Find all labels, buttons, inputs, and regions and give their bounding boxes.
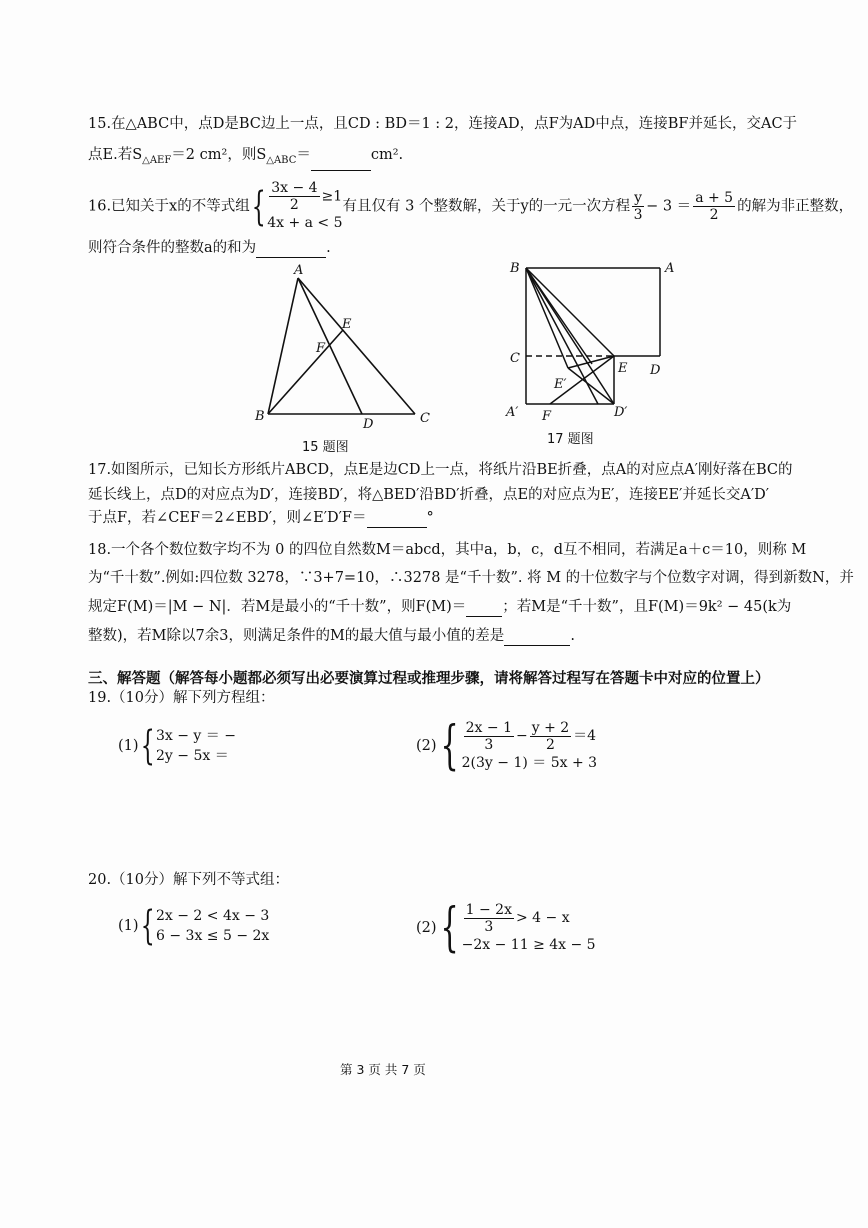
q15-text-c: ＝ — [296, 147, 311, 163]
q20-title: 20.（10分）解下列不等式组： — [88, 872, 290, 888]
q16-line2-end: . — [326, 240, 331, 256]
fig17-label-f: F — [542, 409, 552, 424]
fig15-label-a: A — [294, 263, 304, 278]
q16-ineq1-rest: ≥1 — [321, 188, 343, 205]
q20-p2-f-num: 1 − 2x — [465, 901, 512, 918]
q18-line3 — [88, 597, 791, 617]
q20-p1-system — [156, 906, 269, 946]
fig15-label-e: E — [342, 317, 352, 332]
q20-p2-label: (2) — [416, 920, 437, 936]
fig17-label-e: E — [618, 361, 628, 376]
q19-p1-eq2: 2y − 5x ＝ — [156, 748, 229, 764]
q16-eq-mid: − 3 ＝ — [646, 198, 692, 215]
q18-answer-blank-1[interactable] — [466, 616, 502, 617]
q20-p2-system — [462, 901, 596, 955]
q16-brace: { — [251, 183, 266, 230]
q16-line2 — [88, 238, 331, 258]
q17-line3 — [88, 508, 434, 528]
q19-p1-label: (1) — [118, 738, 139, 754]
figure-15 — [250, 262, 435, 432]
q16-frac-num: 3x − 4 — [271, 180, 318, 196]
q20-p1-eq2: 6 − 3x ≤ 5 − 2x — [156, 928, 270, 944]
q18-line3a: 规定F(M)＝|M − N|．若M是最小的“千十数”，则F(M)＝ — [88, 599, 467, 615]
q16-eq-frac1-den: 3 — [633, 207, 643, 223]
q15-text-b: ＝2 cm²，则S — [171, 147, 267, 163]
q18-answer-blank-2[interactable] — [504, 645, 570, 646]
fig17-label-c: C — [510, 351, 520, 366]
page-footer: 第 3 页 共 7 页 — [340, 1062, 426, 1077]
section-3-heading: 三、解答题（解答每小题都必须写出必要演算过程或推理步骤，请将解答过程写在答题卡中对应的位置上） — [88, 671, 770, 687]
q20-p2-eq1-rest: > 4 − x — [515, 910, 570, 926]
q19-title: 19.（10分）解下列方程组： — [88, 690, 275, 706]
q15-sub-aef: △AEF — [142, 154, 172, 166]
q15-sub-abc: △ABC — [266, 154, 297, 166]
q19-p2-f1-num: 2x − 1 — [465, 719, 512, 736]
q15-line1: 15.在△ABC中，点D是BC边上一点，且CD : BD＝1 : 2，连接AD，点F为AD中点，连接BF并延长，交AC于 — [88, 116, 798, 132]
q18-line4b: . — [570, 628, 575, 644]
q20-p2-brace: { — [439, 898, 459, 958]
q19-p1-brace: { — [140, 723, 155, 769]
q16-suffix: 的解为非正整数， — [737, 198, 854, 215]
q16-ineq2: 4x + a < 5 — [267, 215, 343, 231]
q19-p2-eq1-rest: ＝4 — [573, 728, 597, 744]
q15-answer-blank[interactable] — [311, 170, 371, 171]
q16-line1 — [88, 180, 853, 233]
q20-p2-f-den: 3 — [484, 918, 494, 935]
q15-line2 — [88, 145, 403, 171]
fig15-caption: 15 题图 — [302, 440, 349, 455]
fig17-label-a1: A′ — [506, 405, 519, 420]
q18-line2: 为“千十数”.例如:四位数 3278，∵3+7=10，∴3278 是“千十数”. 将 M 的十位数字与个位数字对调，得到新数N，并 — [88, 570, 854, 586]
fig15-label-d: D — [363, 417, 374, 432]
q19-p2-eq2: 2(3y − 1) ＝ 5x + 3 — [461, 755, 598, 771]
q19-p2-f2-den: 2 — [545, 736, 555, 753]
q18-line1: 18.一个各个数位数字均不为 0 的四位自然数M＝abcd，其中a，b，c，d互不相同，若满足a＋c＝10，则称 M — [88, 542, 807, 558]
q17-answer-blank[interactable] — [367, 527, 427, 528]
q16-mid: 有且仅有 3 个整数解，关于y的一元一次方程 — [342, 198, 631, 215]
q19-p2-brace: { — [439, 716, 459, 776]
q16-eq-frac2-num: a + 5 — [695, 190, 734, 206]
fig17-label-d1: D′ — [614, 405, 628, 420]
q16-system — [267, 180, 342, 233]
q20-p1-label: (1) — [118, 918, 139, 934]
fig17-label-d: D — [650, 363, 661, 378]
q20-p2-eq2: −2x − 11 ≥ 4x − 5 — [461, 937, 596, 953]
q19-p2-f1-den: 3 — [484, 736, 494, 753]
fig17-label-a: A — [665, 261, 675, 276]
fig17-label-b: B — [510, 261, 520, 276]
q16-eq-frac2-den: 2 — [709, 207, 719, 223]
q16-prefix: 16.已知关于x的不等式组 — [88, 198, 250, 215]
q18-line3b: ；若M是“千十数”，且F(M)＝9k² − 45(k为 — [502, 599, 792, 615]
q15-text-a: 点E.若S — [88, 147, 143, 163]
q18-line4a: 整数)，若M除以7余3，则满足条件的M的最大值与最小值的差是 — [88, 628, 505, 644]
q16-frac-den: 2 — [289, 197, 299, 213]
q16-line2-text: 则符合条件的整数a的和为 — [88, 240, 257, 256]
fig15-label-b: B — [255, 409, 265, 424]
q17-line3-text: 于点F，若∠CEF＝2∠EBD′，则∠E′D′F＝ — [88, 510, 367, 526]
fig15-label-f: F — [316, 341, 326, 356]
q20-p1-eq1: 2x − 2 < 4x − 3 — [156, 908, 270, 924]
q19-part2 — [416, 716, 597, 776]
q19-p2-label: (2) — [416, 738, 437, 754]
q17-line2: 延长线上，点D的对应点为D′，连接BD′，将△BED′沿BD′折叠，点E的对应点为E′，连接EE′并延长交A′D′ — [88, 487, 770, 503]
q15-text-d: cm². — [370, 147, 404, 163]
figure-17 — [502, 256, 682, 426]
fig17-label-e1: E′ — [554, 377, 567, 392]
fig15-label-c: C — [420, 411, 430, 426]
q20-part1 — [118, 904, 269, 948]
q19-part1 — [118, 724, 236, 768]
q20-p1-brace: { — [140, 903, 155, 949]
q19-p1-eq1: 3x − y ＝ − — [156, 728, 236, 744]
q19-p2-f2-num: y + 2 — [531, 719, 570, 736]
q17-line1: 17.如图所示，已知长方形纸片ABCD，点E是边CD上一点，将纸片沿BE折叠，点A的对应点A′刚好落在BC的 — [88, 462, 793, 478]
q20-part2 — [416, 898, 596, 958]
q19-p1-system — [156, 726, 236, 766]
q18-line4 — [88, 626, 575, 646]
fig17-caption: 17 题图 — [547, 432, 594, 447]
q17-line3-end: ° — [426, 510, 434, 526]
q19-p2-minus: − — [515, 728, 528, 744]
q16-eq-frac1-num: y — [634, 190, 643, 206]
q16-answer-blank[interactable] — [256, 257, 326, 258]
q19-p2-system — [462, 719, 597, 773]
